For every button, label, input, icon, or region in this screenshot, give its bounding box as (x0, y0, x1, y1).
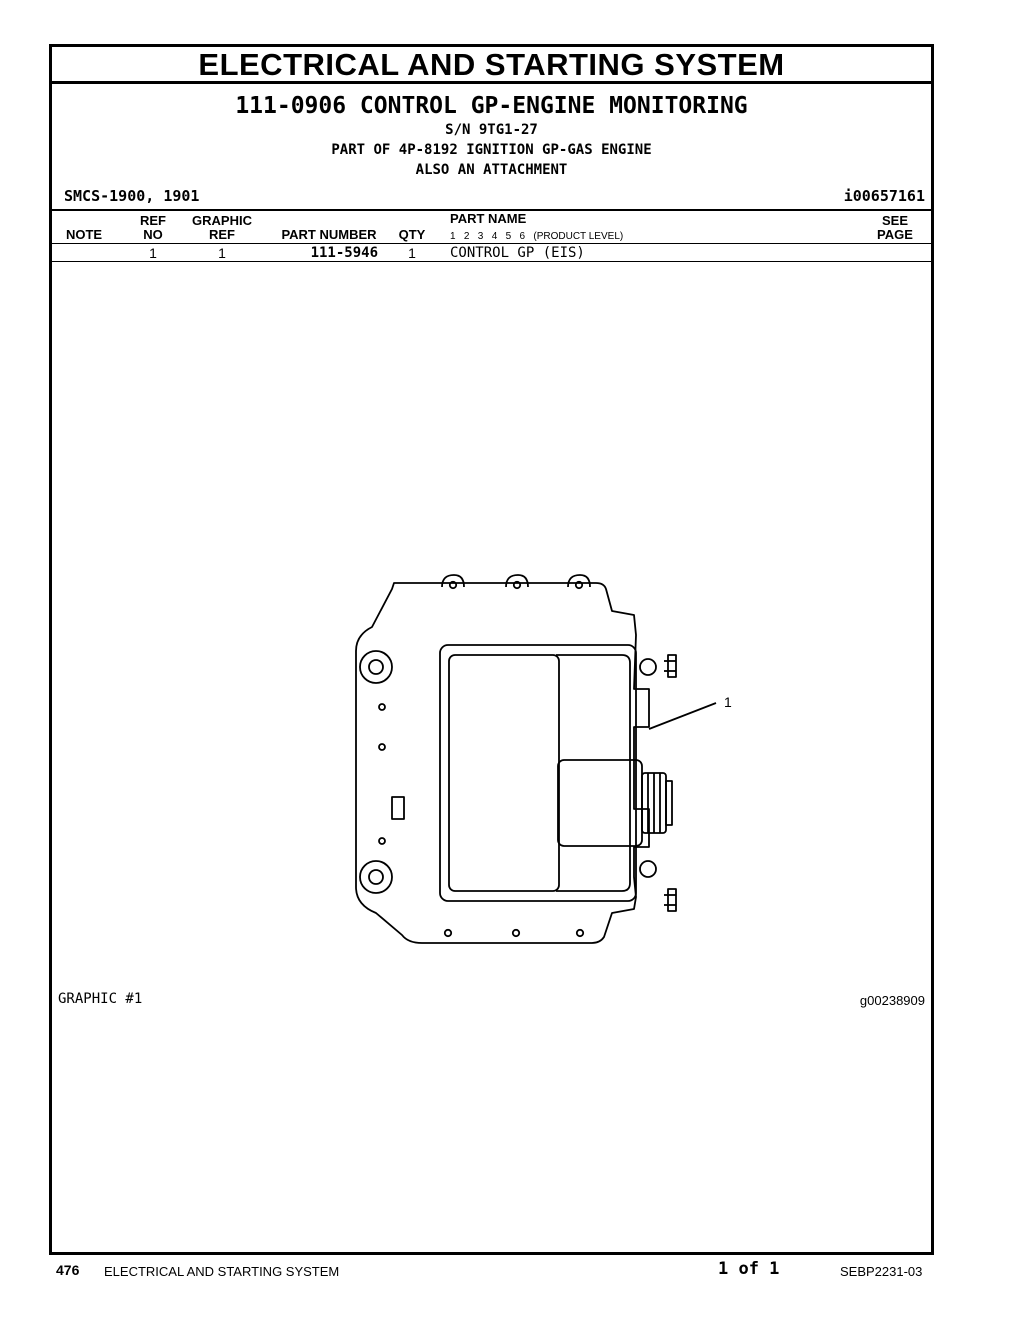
corner-boss (360, 861, 392, 893)
callout-leader (649, 703, 716, 729)
page-frame (49, 44, 934, 1255)
serial-range: S/N 9TG1-27 (445, 122, 538, 138)
column-header-graphic-line1: GRAPHIC (192, 213, 252, 228)
section-title: ELECTRICAL AND STARTING SYSTEM (52, 47, 931, 84)
column-header-ref-line2: NO (143, 227, 163, 242)
callout-1: 1 (724, 694, 732, 710)
part-of-line: PART OF 4P-8192 IGNITION GP-GAS ENGINE (331, 142, 652, 158)
illustration-id: i00657161 (843, 187, 925, 205)
column-header-see-line2: PAGE (877, 227, 913, 242)
row-qty: 1 (408, 245, 416, 261)
column-header-product-levels: 1 2 3 4 5 6 (PRODUCT LEVEL) (450, 231, 624, 242)
doc-number: SEBP2231-03 (840, 1264, 923, 1279)
column-header-graphic-line2: REF (209, 227, 235, 242)
corner-boss (360, 651, 392, 683)
group-title: 111-0906 CONTROL GP-ENGINE MONITORING (235, 93, 748, 119)
column-header-note: NOTE (65, 227, 103, 242)
column-header-qty: QTY (398, 227, 426, 242)
housing-outline (356, 583, 649, 943)
row-ref-no: 1 (149, 245, 157, 261)
smcs-code: SMCS-1900, 1901 (64, 187, 200, 205)
page-number: 476 (56, 1262, 80, 1278)
bolt (668, 655, 676, 677)
cover-frame (440, 645, 636, 901)
column-header-ref-line1: REF (140, 213, 166, 228)
bolt (668, 889, 676, 911)
row-graphic-ref: 1 (218, 245, 226, 261)
column-header-rule (52, 243, 931, 244)
graphic-label: GRAPHIC #1 (58, 991, 143, 1007)
control-group-drawing (304, 577, 732, 987)
graphic-id: g00238909 (859, 993, 925, 1008)
column-header-part-name: PART NAME (450, 211, 527, 226)
column-header-see-page (864, 214, 926, 242)
column-header-part-number: PART NUMBER (281, 227, 377, 242)
row-part-number: 111-5946 (310, 245, 378, 261)
page-of: 1 of 1 (718, 1259, 780, 1279)
attachment-note: ALSO AN ATTACHMENT (415, 162, 568, 178)
column-header-graphic-ref (186, 214, 258, 242)
footer-section: ELECTRICAL AND STARTING SYSTEM (104, 1264, 340, 1279)
row-part-name: CONTROL GP (EIS) (450, 245, 585, 261)
column-header-ref-no (132, 214, 174, 242)
row-rule (52, 261, 931, 262)
column-header-see-line1: SEE (881, 213, 908, 228)
